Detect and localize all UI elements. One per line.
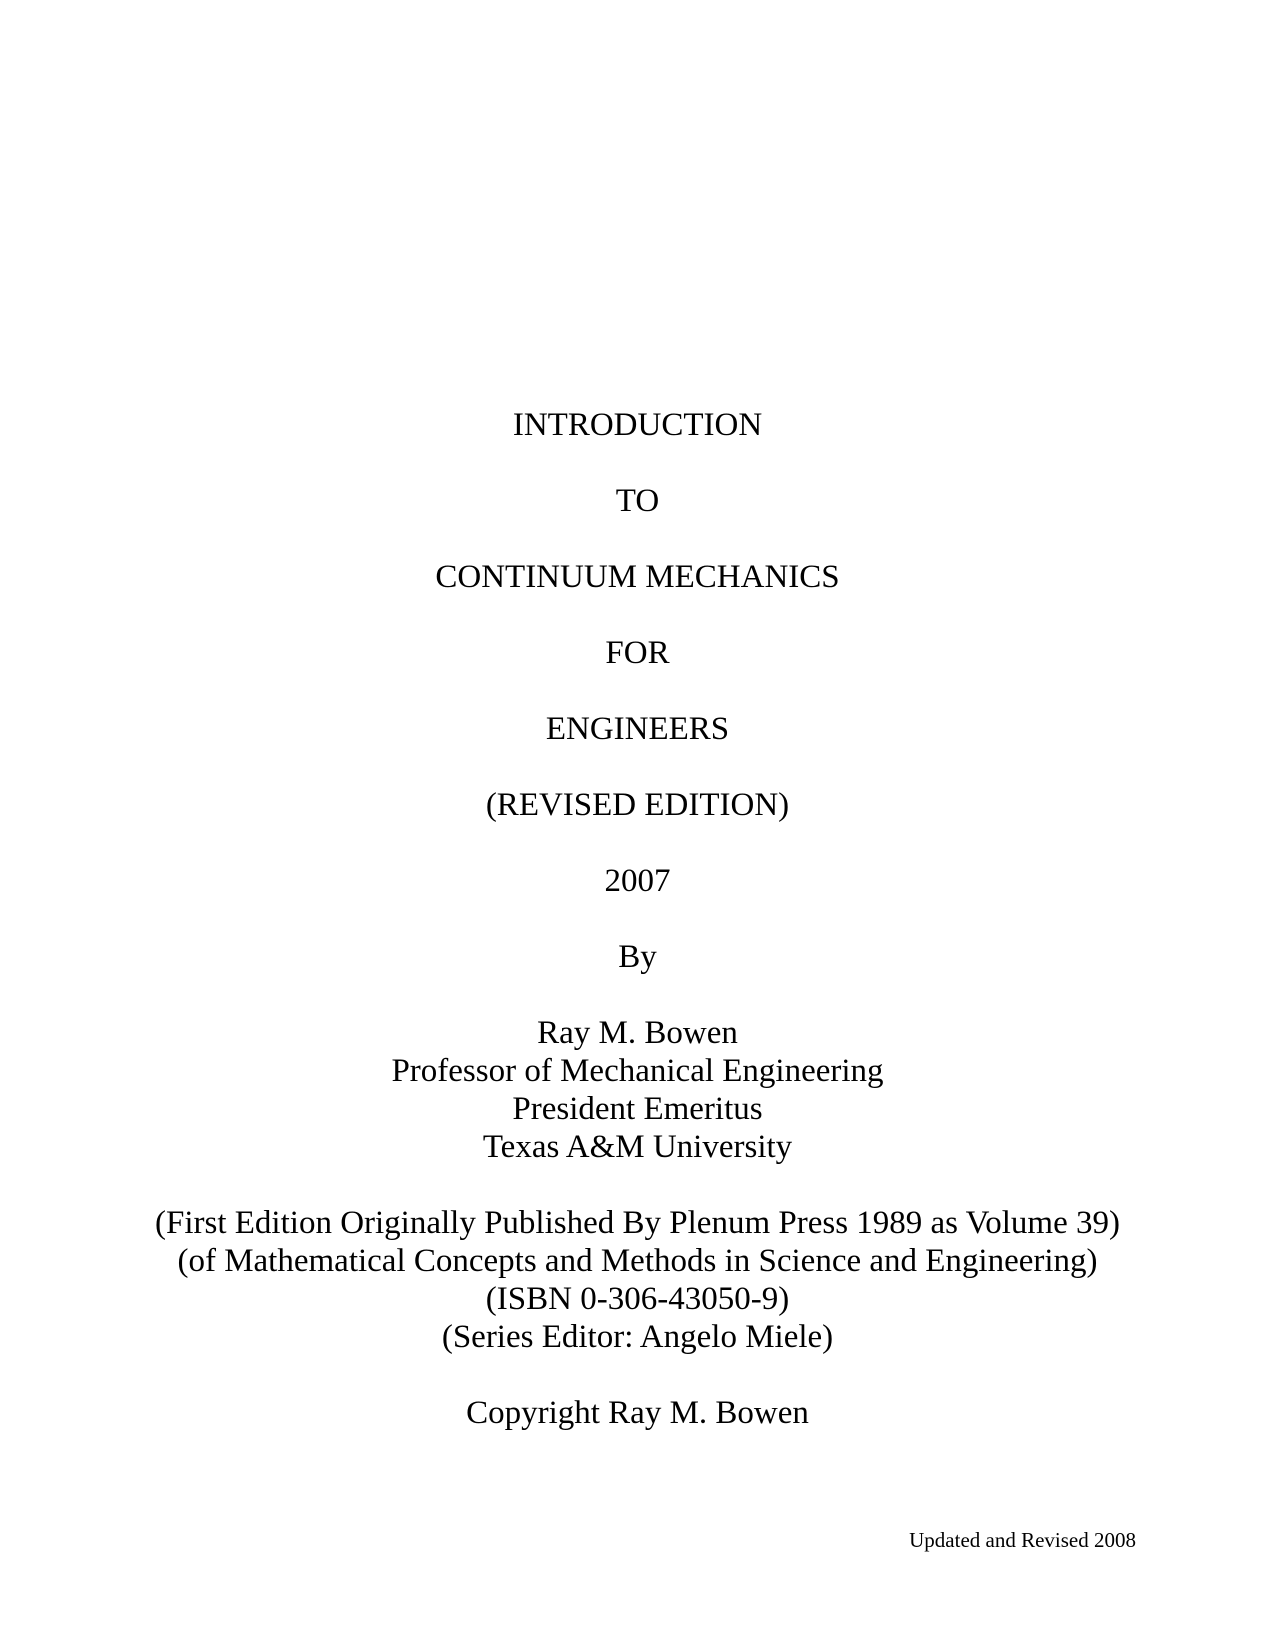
publication-series-editor: (Series Editor: Angelo Miele) xyxy=(441,1319,834,1355)
revision-note: Updated and Revised 2008 xyxy=(909,1528,1136,1552)
author-position-professor: Professor of Mechanical Engineering xyxy=(391,1053,884,1089)
publication-isbn: (ISBN 0-306-43050-9) xyxy=(485,1281,790,1317)
publication-first-edition: (First Edition Originally Published By Plenum Press 1989 as Volume 39) xyxy=(155,1205,1120,1241)
by-label: By xyxy=(618,939,657,975)
title-line-continuum-mechanics: CONTINUUM MECHANICS xyxy=(435,559,840,595)
title-line-engineers: ENGINEERS xyxy=(545,711,730,747)
author-name: Ray M. Bowen xyxy=(537,1015,738,1051)
copyright-notice: Copyright Ray M. Bowen xyxy=(466,1395,809,1431)
edition-year: 2007 xyxy=(604,863,671,899)
author-institution: Texas A&M University xyxy=(482,1129,793,1165)
edition-label: (REVISED EDITION) xyxy=(485,787,790,823)
title-line-for: FOR xyxy=(605,635,670,671)
publication-series: (of Mathematical Concepts and Methods in Science and Engineering) xyxy=(177,1243,1098,1279)
title-line-introduction: INTRODUCTION xyxy=(512,407,763,443)
title-line-to: TO xyxy=(615,483,660,519)
author-position-president: President Emeritus xyxy=(512,1091,763,1127)
